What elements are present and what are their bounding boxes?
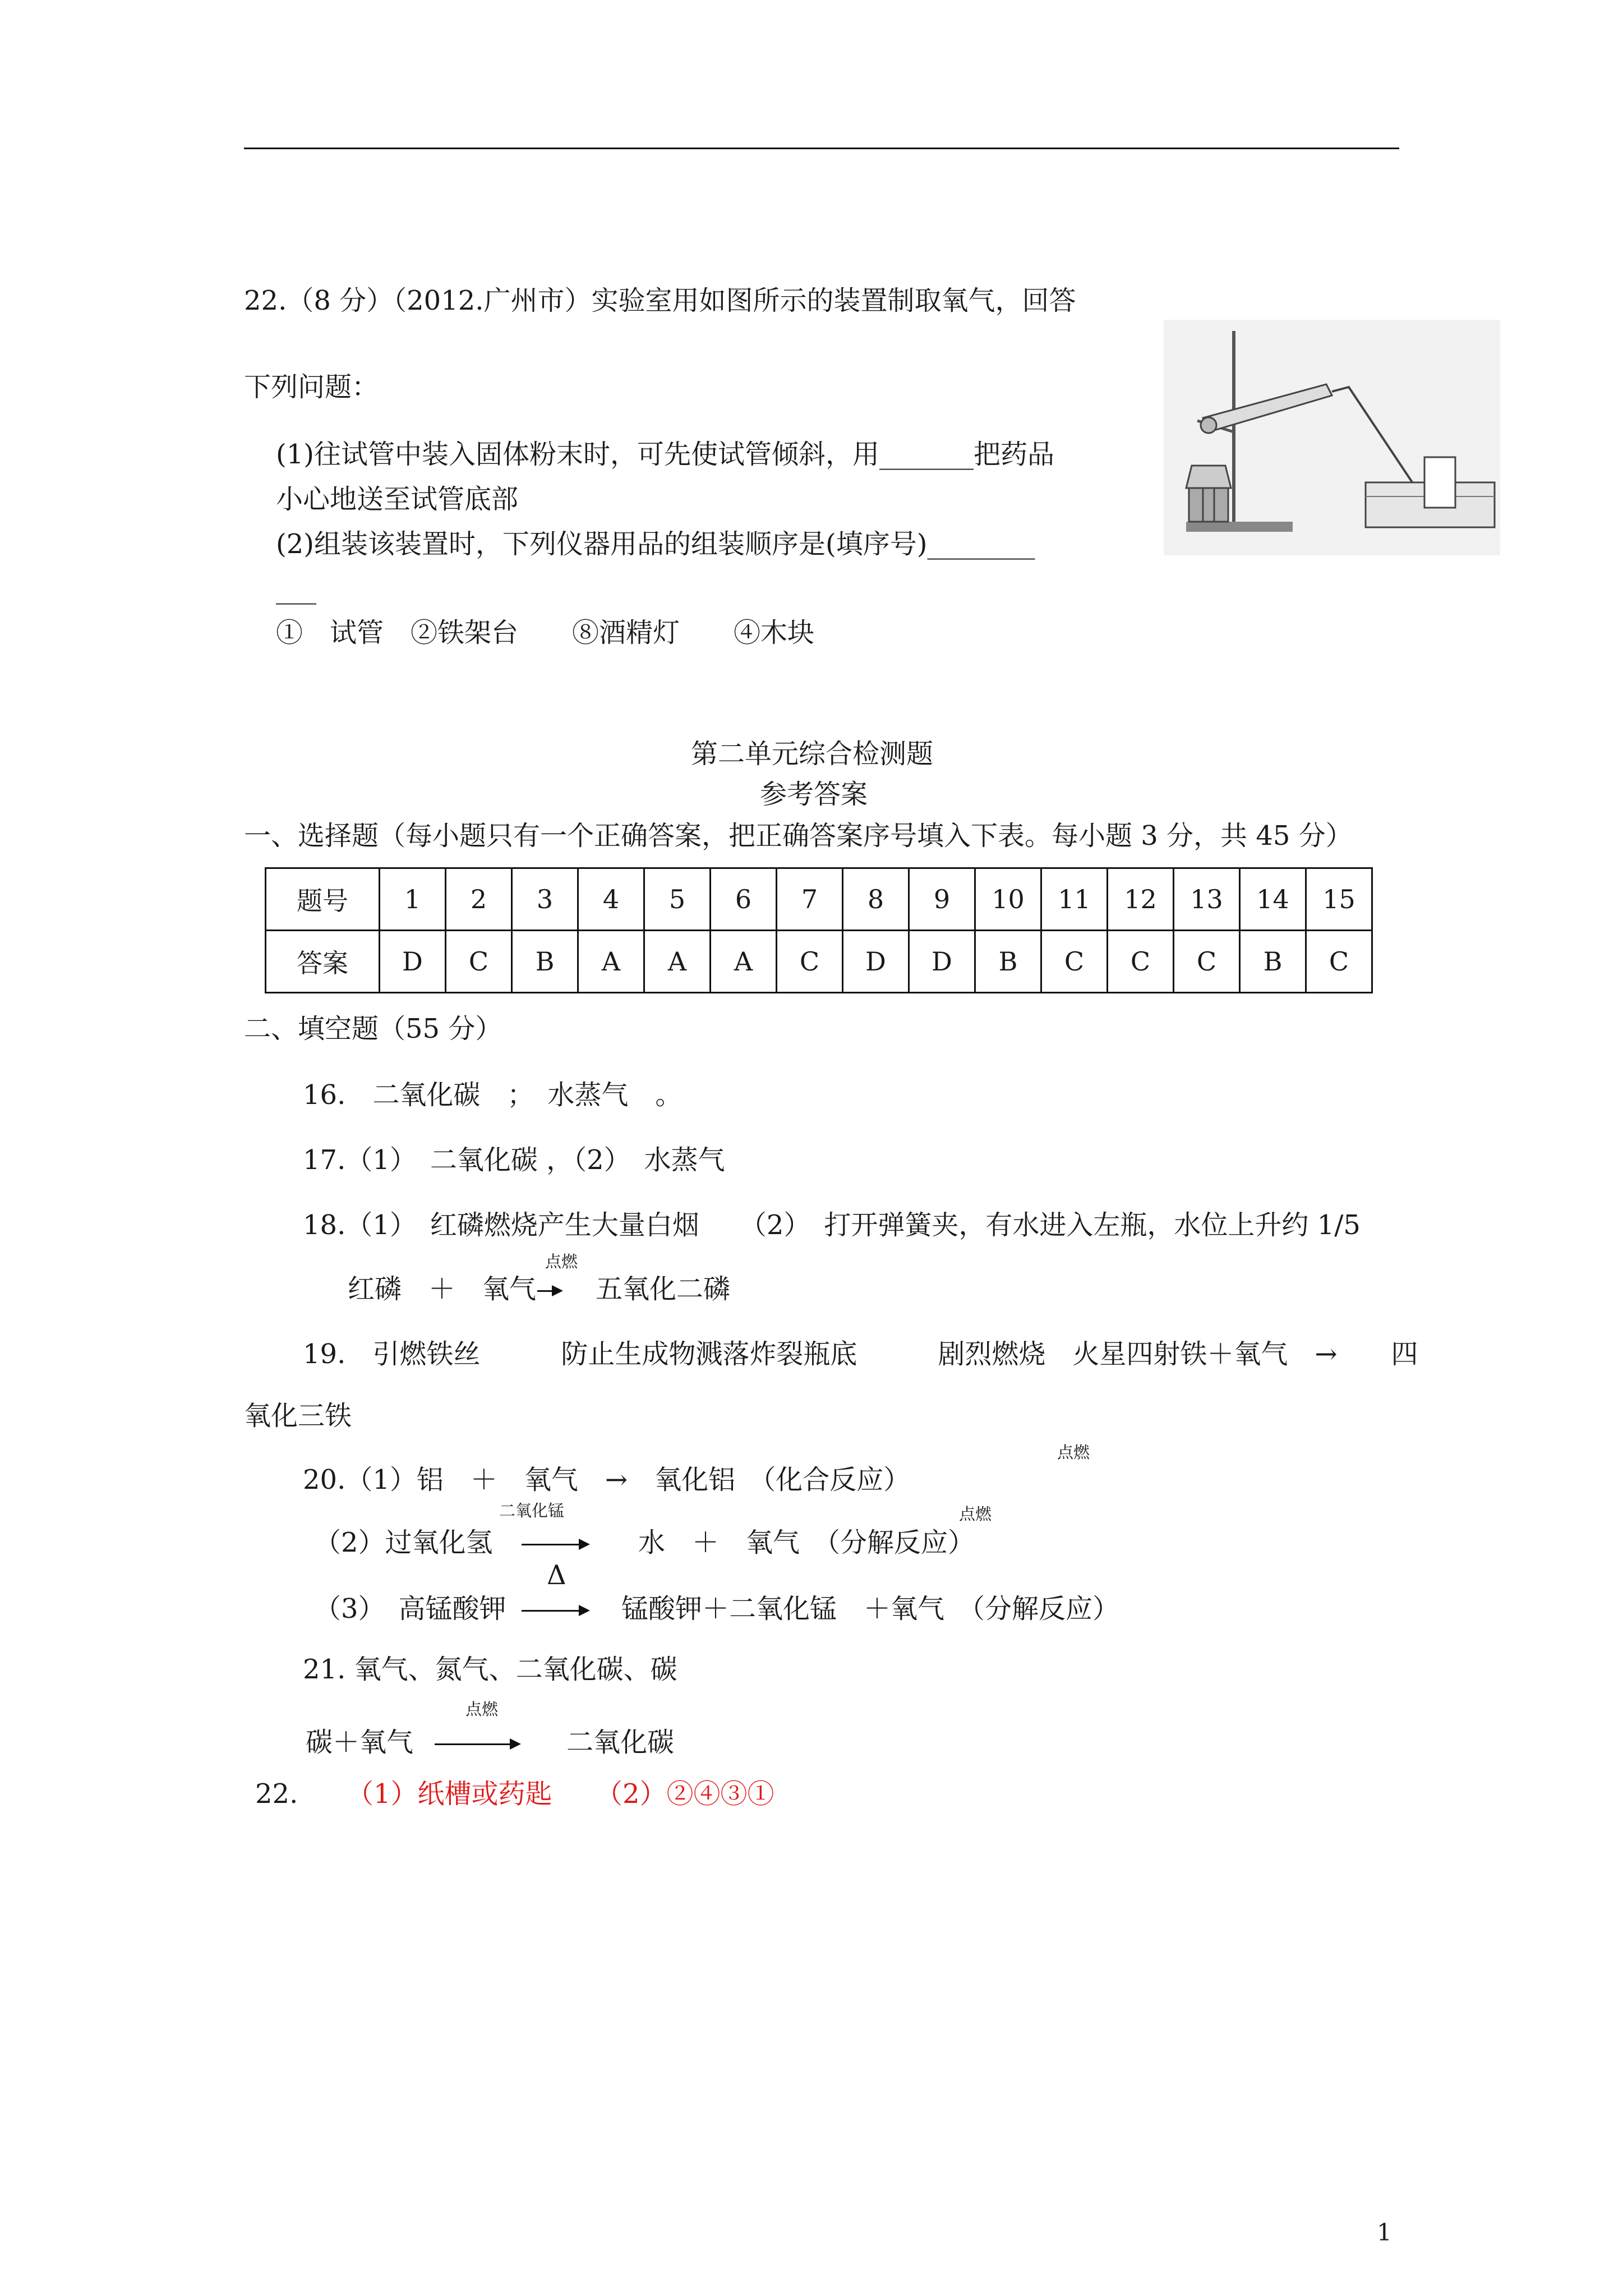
question-number: 13 [1174, 868, 1240, 931]
answer-19-line2: 氧化三铁 [244, 1400, 352, 1432]
reaction-arrow [522, 1610, 588, 1612]
answer-22-part2: （2）②④③① [596, 1778, 774, 1810]
q22-sub2-blank: ___ [276, 573, 316, 605]
question-number: 4 [578, 868, 644, 931]
answer-20-2-right: 水 ＋ 氧气 （分解反应） [638, 1527, 975, 1558]
condition-ignite: 点燃 [545, 1252, 578, 1271]
table-row [266, 931, 1372, 993]
answer-choice: D [843, 931, 909, 993]
question-number: 12 [1108, 868, 1174, 931]
answer-choice: C [1174, 931, 1240, 993]
answer-18-eq-left: 红磷 ＋ 氧气 [348, 1273, 537, 1305]
question-number: 7 [777, 868, 843, 931]
reaction-arrow [522, 1544, 588, 1545]
oxygen-apparatus-figure [1164, 320, 1500, 555]
answer-choice: B [512, 931, 578, 993]
answer-choice: A [644, 931, 711, 993]
answer-choice: A [711, 931, 777, 993]
answer-20-3-left: （3） 高锰酸钾 [314, 1593, 506, 1625]
question-number: 15 [1306, 868, 1372, 931]
answer-22-part1: （1）纸槽或药匙 [347, 1778, 552, 1810]
q22-sub2-line1: (2)组装该装置时，下列仪器用品的组装顺序是(填序号)________ [276, 528, 1035, 560]
condition-ignite: 点燃 [465, 1700, 499, 1719]
q22-sub1-line1: (1)往试管中装入固体粉末时，可先使试管倾斜，用_______把药品 [276, 439, 1054, 470]
row-label-answer: 答案 [266, 931, 380, 993]
q22-line2: 下列问题： [244, 371, 379, 403]
answer-21-line1: 21. 氧气、氮气、二氧化碳、碳 [303, 1654, 677, 1685]
answer-18-line1: 18.（1） 红磷燃烧产生大量白烟 （2） 打开弹簧夹，有水进入左瓶，水位上升约 1/5 [303, 1209, 1361, 1241]
question-number: 10 [975, 868, 1041, 931]
answer-choice: C [1041, 931, 1108, 993]
q22-sub1-line2: 小心地送至试管底部 [276, 484, 519, 515]
answers-title: 第二单元综合检测题 [691, 738, 934, 770]
answer-16: 16. 二氧化碳 ； 水蒸气 。 [303, 1079, 683, 1111]
question-number: 1 [380, 868, 446, 931]
question-number: 8 [843, 868, 909, 931]
condition-heat: Δ [547, 1559, 566, 1591]
section2-heading: 二、填空题（55 分） [244, 1013, 502, 1045]
reaction-arrow [537, 1290, 561, 1292]
question-number: 2 [446, 868, 512, 931]
header-rule [244, 148, 1399, 149]
answer-choice: C [1108, 931, 1174, 993]
reaction-arrow [435, 1743, 519, 1745]
answers-subtitle: 参考答案 [760, 779, 868, 810]
answer-choice: A [578, 931, 644, 993]
table-row [266, 868, 1372, 931]
answer-choice: B [975, 931, 1041, 993]
answer-22-number: 22. [255, 1778, 298, 1810]
condition-ignite: 点燃 [959, 1504, 992, 1524]
answer-choice: B [1240, 931, 1306, 993]
answer-18-eq-right: 五氧化二磷 [596, 1273, 731, 1305]
q22-line1: 22.（8 分）（2012.广州市）实验室用如图所示的装置制取氧气，回答 [244, 285, 1076, 316]
answer-19-line1: 19. 引燃铁丝 防止生成物溅落炸裂瓶底 剧烈燃烧 火星四射铁＋氧气 → 四 [303, 1338, 1418, 1370]
condition-catalyst: 二氧化锰 [499, 1501, 565, 1520]
row-label-number: 题号 [266, 868, 380, 931]
answer-choice: C [446, 931, 512, 993]
answer-choice: C [777, 931, 843, 993]
answer-choice: D [909, 931, 975, 993]
answer-20-2-left: （2）过氧化氢 [314, 1527, 493, 1558]
condition-ignite: 点燃 [1057, 1443, 1090, 1462]
question-number: 9 [909, 868, 975, 931]
answer-choice: D [380, 931, 446, 993]
question-number: 5 [644, 868, 711, 931]
answer-17: 17.（1） 二氧化碳 ，（2） 水蒸气 [303, 1144, 725, 1176]
question-number: 11 [1041, 868, 1108, 931]
answer-table [265, 867, 1373, 993]
answer-21-eq-right: 二氧化碳 [566, 1727, 675, 1758]
q22-options: ① 试管 ②铁架台 ⑧酒精灯 ④木块 [276, 617, 815, 648]
section1-heading: 一、选择题（每小题只有一个正确答案，把正确答案序号填入下表。每小题 3 分，共 45 分） [244, 820, 1353, 852]
answer-20-3-right: 锰酸钾＋二氧化锰 ＋氧气 （分解反应） [621, 1593, 1120, 1625]
answer-21-eq-left: 碳＋氧气 [306, 1727, 414, 1758]
answer-20-1: 20.（1）铝 ＋ 氧气 → 氧化铝 （化合反应） [303, 1464, 911, 1496]
question-number: 6 [711, 868, 777, 931]
answer-choice: C [1306, 931, 1372, 993]
question-number: 3 [512, 868, 578, 931]
question-number: 14 [1240, 868, 1306, 931]
page-number: 1 [1377, 2219, 1392, 2246]
